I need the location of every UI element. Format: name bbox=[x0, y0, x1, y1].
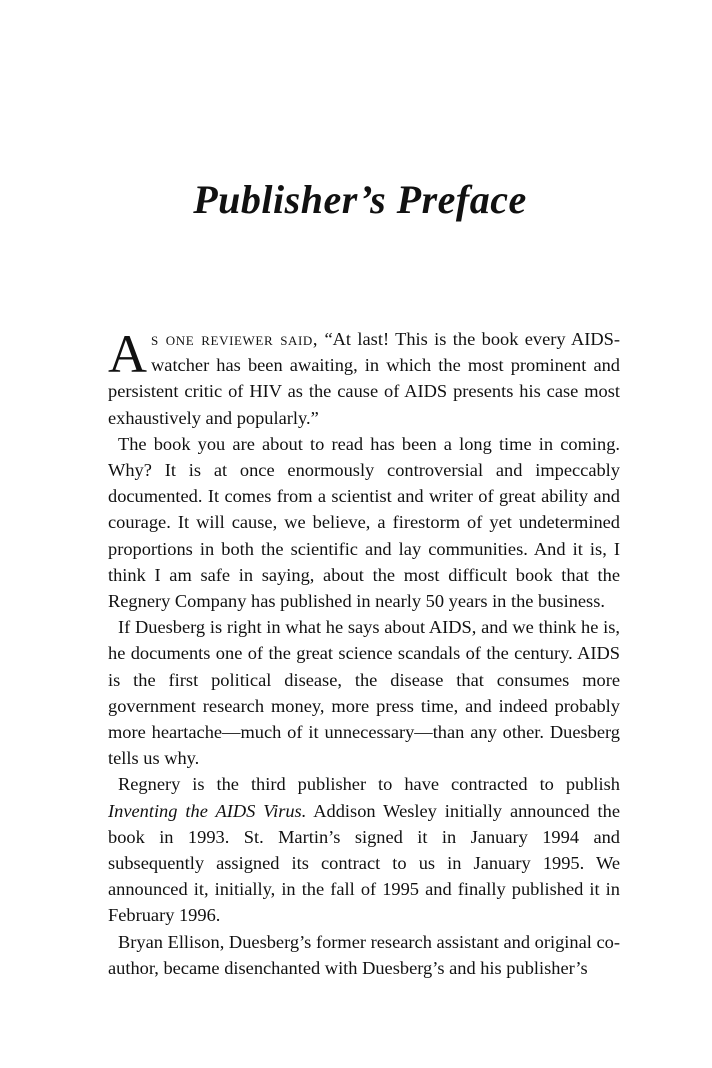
paragraph-lead: s one reviewer said, bbox=[151, 329, 319, 349]
paragraph-1-text: “At last! This is the book every AIDS-watcher has been awaiting, in which the most prominent and persistent critic of HIV as the cause of AIDS presents his case most exhaustively and popularly.” bbox=[108, 329, 620, 428]
paragraph-4-after: Addison Wesley initially announced the book in 1993. St. Martin’s signed it in January 1994 and subsequently assigned its contract to us in January 1995. We announced it, initially, in the fall of 1995 and finally published it in February 1996. bbox=[108, 800, 621, 926]
paragraph-2: The book you are about to read has been a long time in coming. Why? It is at once enormously controversial and impeccably documented. It comes from a scientist and writer of great ability and courage. It will cause, we believe, a firestorm of yet undetermined proportions in both the scientific and lay communities. And it is, I think I am safe in saying, about the most difficult book that the Regnery Company has published in nearly 50 years in the business. bbox=[108, 433, 620, 612]
paragraph-5: Bryan Ellison, Duesberg’s former research assistant and original co-author, became disenchanted with Duesberg’s and his publisher’s bbox=[108, 931, 620, 978]
paragraph-1 bbox=[108, 326, 620, 431]
paragraph-4-before: Regnery is the third publisher to have contracted to publish bbox=[118, 774, 620, 795]
page-title: Publisher’s Preface bbox=[193, 177, 527, 222]
paragraph-4 bbox=[108, 771, 620, 928]
paragraph-3: If Duesberg is right in what he says about AIDS, and we think he is, he documents one of the great science scandals of the century. AIDS is the first political disease, the disease that consumes more government research money, more press time, and indeed probably more heartache—much of it unnecessary—than any other. Duesberg tells us why. bbox=[108, 617, 620, 769]
book-title: Inventing the AIDS Virus. bbox=[108, 800, 307, 821]
preface-body bbox=[108, 326, 620, 981]
drop-cap: A bbox=[108, 324, 147, 384]
